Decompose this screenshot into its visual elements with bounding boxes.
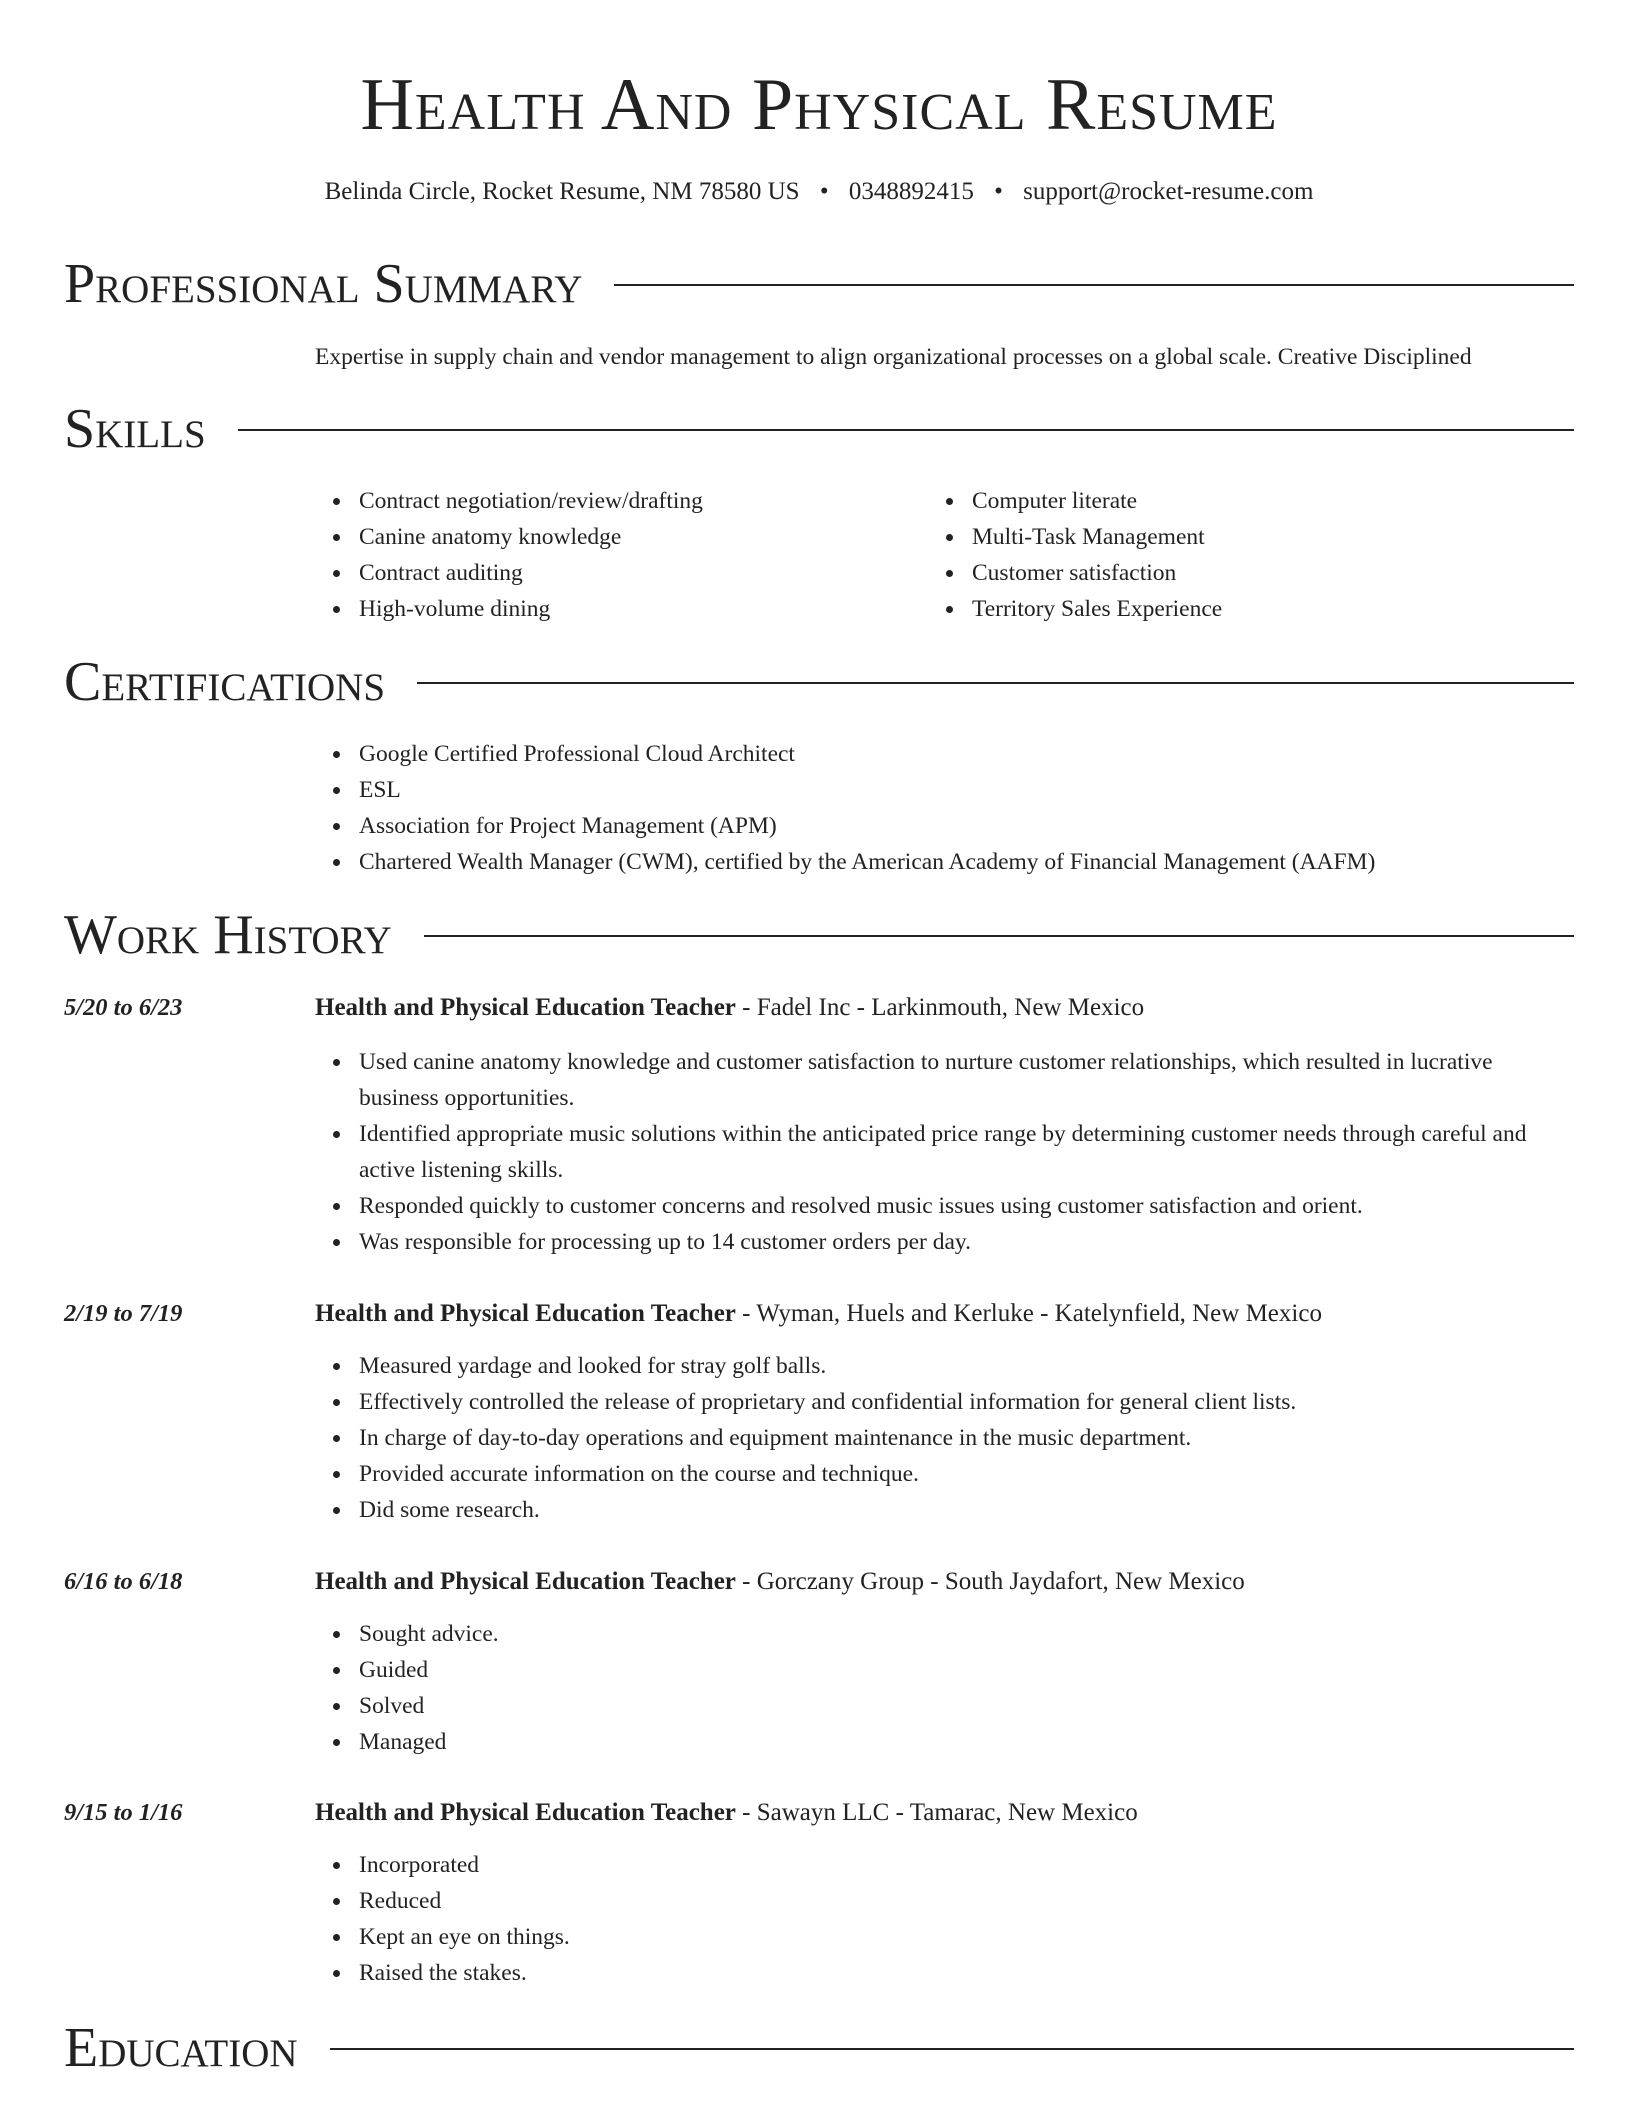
job-role: Health and Physical Education Teacher — [315, 994, 736, 1021]
contact-address: Belinda Circle, Rocket Resume, NM 78580 US — [324, 178, 800, 205]
skill-item: Canine anatomy knowledge — [315, 519, 935, 555]
section-title-summary: Professional Summary — [64, 253, 583, 315]
job-employer: - Wyman, Huels and Kerluke - Katelynfield, New Mexico — [735, 1300, 1322, 1327]
section-title-skills: Skills — [64, 398, 206, 460]
resume-title: Health And Physical Resume — [360, 64, 1278, 146]
section-title-work-history: Work History — [64, 904, 392, 966]
section-header-skills — [64, 397, 1574, 461]
certifications-list — [315, 736, 1575, 880]
skill-item: High-volume dining — [315, 591, 935, 627]
job-employer: - Sawayn LLC - Tamarac, New Mexico — [735, 1799, 1138, 1826]
job-bullet: Incorporated — [315, 1847, 1575, 1883]
skills-list-left — [315, 483, 935, 627]
job-bullet: Sought advice. — [315, 1616, 1575, 1652]
section-divider — [417, 682, 1574, 684]
contact-separator: • — [994, 178, 1003, 205]
job-bullet: Used canine anatomy knowledge and customer satisfaction to nurture customer relationships, which resulted in lucrative business opportunities. — [315, 1044, 1575, 1116]
section-divider — [238, 429, 1574, 431]
job-heading — [315, 1564, 1575, 1600]
job-heading — [315, 1296, 1575, 1332]
skill-item: Computer literate — [928, 483, 1548, 519]
summary-text: Expertise in supply chain and vendor management to align organizational processes on a global scale. Creative Disciplined — [315, 344, 1472, 370]
contact-line — [64, 175, 1574, 209]
section-title-certifications: Certifications — [64, 651, 386, 713]
section-header-education — [64, 2016, 1574, 2080]
section-header-certifications — [64, 650, 1574, 714]
job-dates: 9/15 to 1/16 — [64, 1799, 183, 1826]
job-bullet: Reduced — [315, 1883, 1575, 1919]
job-heading — [315, 990, 1575, 1026]
job-bullet: Solved — [315, 1688, 1575, 1724]
job-bullets — [315, 1847, 1575, 1991]
section-divider — [614, 284, 1574, 286]
job-bullets — [315, 1616, 1575, 1760]
section-divider — [424, 935, 1574, 937]
job-role: Health and Physical Education Teacher — [315, 1799, 736, 1826]
contact-phone: 0348892415 — [848, 178, 974, 205]
section-title-education: Education — [64, 2017, 298, 2079]
skill-item: Territory Sales Experience — [928, 591, 1548, 627]
skill-item: Contract negotiation/review/drafting — [315, 483, 935, 519]
job-role: Health and Physical Education Teacher — [315, 1568, 736, 1595]
job-bullet: Identified appropriate music solutions within the anticipated price range by determining customer needs through careful and active listening skills. — [315, 1116, 1575, 1188]
skill-item: Multi-Task Management — [928, 519, 1548, 555]
job-bullets — [315, 1044, 1575, 1260]
job-bullet: Guided — [315, 1652, 1575, 1688]
certification-item: Association for Project Management (APM) — [315, 808, 1575, 844]
job-dates: 5/20 to 6/23 — [64, 994, 183, 1021]
job-bullet: Did some research. — [315, 1492, 1575, 1528]
section-header-work-history — [64, 903, 1574, 967]
job-bullet: Raised the stakes. — [315, 1955, 1575, 1991]
skill-item: Contract auditing — [315, 555, 935, 591]
job-bullets — [315, 1348, 1575, 1528]
contact-email: support@rocket-resume.com — [1023, 178, 1314, 205]
job-bullet: Effectively controlled the release of proprietary and confidential information for general client lists. — [315, 1384, 1575, 1420]
section-divider — [330, 2048, 1574, 2050]
contact-separator: • — [819, 178, 829, 205]
job-bullet: In charge of day-to-day operations and equipment maintenance in the music department. — [315, 1420, 1575, 1456]
job-bullet: Provided accurate information on the course and technique. — [315, 1456, 1575, 1492]
certification-item: Chartered Wealth Manager (CWM), certified by the American Academy of Financial Management (AAFM) — [315, 844, 1575, 880]
job-role: Health and Physical Education Teacher — [315, 1300, 736, 1327]
section-header-summary — [64, 252, 1574, 316]
job-employer: - Gorczany Group - South Jaydafort, New Mexico — [735, 1568, 1245, 1595]
job-employer: - Fadel Inc - Larkinmouth, New Mexico — [735, 994, 1145, 1021]
job-bullet: Responded quickly to customer concerns and resolved music issues using customer satisfaction and orient. — [315, 1188, 1575, 1224]
job-bullet: Measured yardage and looked for stray golf balls. — [315, 1348, 1575, 1384]
certification-item: Google Certified Professional Cloud Architect — [315, 736, 1575, 772]
job-heading — [315, 1795, 1575, 1831]
job-dates: 6/16 to 6/18 — [64, 1568, 183, 1595]
job-bullet: Was responsible for processing up to 14 customer orders per day. — [315, 1224, 1575, 1260]
job-bullet: Managed — [315, 1724, 1575, 1760]
job-dates: 2/19 to 7/19 — [64, 1300, 183, 1327]
skills-list-right — [928, 483, 1548, 627]
certification-item: ESL — [315, 772, 1575, 808]
job-bullet: Kept an eye on things. — [315, 1919, 1575, 1955]
skill-item: Customer satisfaction — [928, 555, 1548, 591]
